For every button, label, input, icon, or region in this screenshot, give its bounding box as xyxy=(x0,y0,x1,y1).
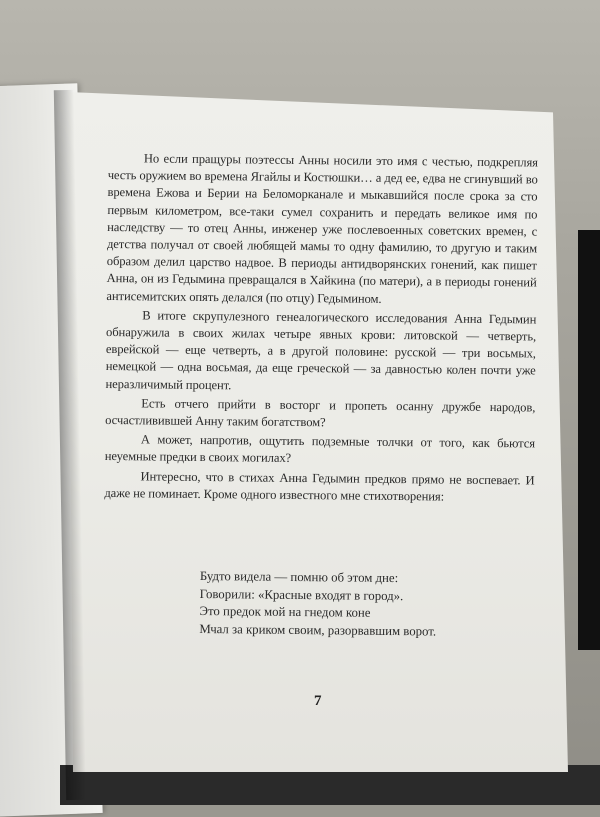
poem-line: Говорили: «Красные входят в город». xyxy=(199,586,404,603)
paragraph-2: В итоге скрупулезного генеалогического исследования Анна Гедымин обнаружила в своих жилах четыре явных крови: литовской — четверть, еврейской — еще четверть, а в другой половине: русской — три восьмых, немецкой — одна восьмая, да еще греческой — за давностью колен почти уже неразличимый процент. xyxy=(105,308,537,392)
page-text xyxy=(104,150,538,509)
book-cover-right xyxy=(578,230,600,650)
paragraph-3: Есть отчего прийти в восторг и пропеть осанну дружбе народов, осчастливившей Анну таким богатством? xyxy=(105,396,536,430)
page-number: 7 xyxy=(314,693,322,709)
poem-line: Будто видела — помню об этом дне: xyxy=(199,568,399,586)
paragraph-5: Интересно, что в стихах Анна Гедымин предков прямо не воспевает. И даже не поминает. Кроме одного известного мне стихотворения: xyxy=(104,469,535,504)
paragraph-4: А может, напротив, ощутить подземные толчки от того, как бьются неуемные предки в своих могилах? xyxy=(104,432,536,466)
poem xyxy=(199,568,500,641)
poem-line: Это предок мой на гнедом коне xyxy=(199,603,371,620)
paragraph-1: Но если пращуры поэтессы Анны носили это имя с честью, подкрепляя честь оружием во времена Ягайлы и Костюшки… а дед ее, едва не сгинувший во времена Ежова и Берии на Беломорканале и мыкавшийся после срока за сто первым километром, все-таки сумел сохранить и передать великое имя по наследству — то отец Анны, инженер уже послевоенных советских времен, с детства получал от своей любящей мамы то одну фамилию, то другую и таким образом делил царство надвое. В периоды антидворянских гонений, как пишет Анна, он из Гедымина превращался в Хайкина (по матери), а в периоды гонений антисемитских опять делался (по отцу) Гедымином. xyxy=(106,151,538,306)
poem-line: Мчал за криком своим, разорвавшим ворот. xyxy=(199,621,437,638)
